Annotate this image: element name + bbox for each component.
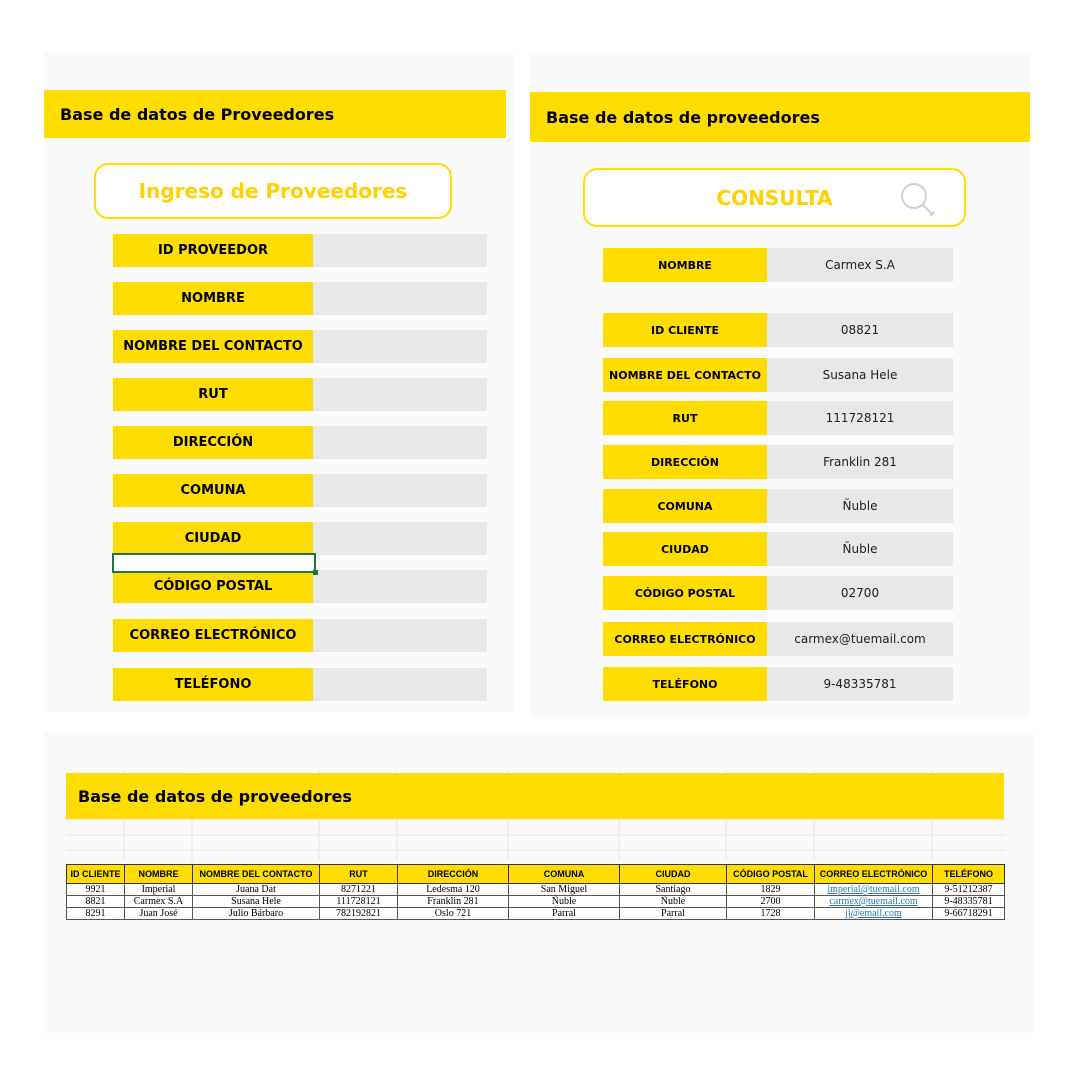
table-header-cell[interactable]: ID CLIENTE (67, 865, 125, 884)
email-link[interactable]: carmex@tuemail.com (815, 896, 933, 908)
consulta-field-label: NOMBRE DEL CONTACTO (603, 358, 767, 392)
ingreso-field-input[interactable] (313, 668, 487, 701)
consulta-field-value[interactable]: 111728121 (767, 401, 953, 435)
consulta-field-value[interactable]: Franklin 281 (767, 445, 953, 479)
table-cell[interactable]: Julio Bárbaro (193, 908, 320, 920)
table-header-cell[interactable]: CORREO ELECTRÓNICO (815, 865, 933, 884)
ingreso-field-input[interactable] (313, 522, 487, 555)
table-cell[interactable]: Ñuble (509, 896, 620, 908)
table-cell[interactable]: 9-66718291 (933, 908, 1005, 920)
consulta-field-value[interactable]: Carmex S.A (767, 248, 953, 282)
ingreso-field-input[interactable] (313, 330, 487, 363)
consulta-field-row (603, 358, 953, 392)
ingreso-field-input[interactable] (313, 426, 487, 459)
ingreso-field-row (113, 330, 487, 363)
tabla-banner (66, 773, 1004, 819)
ingreso-field-label: NOMBRE DEL CONTACTO (113, 330, 313, 363)
consulta-field-row (603, 401, 953, 435)
ingreso-field-label: ID PROVEEDOR (113, 234, 313, 267)
table-cell[interactable]: Imperial (125, 884, 193, 896)
consulta-field-label: CORREO ELECTRÓNICO (603, 622, 767, 656)
ingreso-title: Ingreso de Proveedores (138, 179, 408, 203)
ingreso-field-row (113, 619, 487, 652)
table-header-cell[interactable]: NOMBRE (125, 865, 193, 884)
ingreso-field-row (113, 426, 487, 459)
consulta-field-row (603, 313, 953, 347)
ingreso-banner-title: Base de datos de Proveedores (60, 104, 335, 124)
table-header-cell[interactable]: CÓDIGO POSTAL (727, 865, 815, 884)
selected-cell[interactable] (112, 553, 316, 573)
table-header-cell[interactable]: NOMBRE DEL CONTACTO (193, 865, 320, 884)
ingreso-field-label: CIUDAD (113, 522, 313, 555)
table-cell[interactable]: 2700 (727, 896, 815, 908)
table-cell[interactable]: 111728121 (320, 896, 398, 908)
table-cell[interactable]: 9921 (67, 884, 125, 896)
table-header-cell[interactable]: COMUNA (509, 865, 620, 884)
consulta-field-value[interactable]: Susana Hele (767, 358, 953, 392)
ingreso-field-input[interactable] (313, 474, 487, 507)
table-cell[interactable]: 8291 (67, 908, 125, 920)
ingreso-field-input[interactable] (313, 619, 487, 652)
consulta-field-row (603, 532, 953, 566)
ingreso-field-label: RUT (113, 378, 313, 411)
consulta-banner (530, 92, 1030, 142)
consulta-field-row (603, 622, 953, 656)
consulta-field-value[interactable]: Ñuble (767, 532, 953, 566)
consulta-field-label: TELÉFONO (603, 667, 767, 701)
consulta-field-label: CÓDIGO POSTAL (603, 576, 767, 610)
ingreso-field-label: CORREO ELECTRÓNICO (113, 619, 313, 652)
ingreso-field-input[interactable] (313, 570, 487, 603)
consulta-title-box[interactable] (583, 168, 966, 227)
table-cell[interactable]: Oslo 721 (398, 908, 509, 920)
consulta-title: CONSULTA (716, 185, 833, 210)
ingreso-banner (44, 90, 506, 138)
consulta-field-label: RUT (603, 401, 767, 435)
supplier-table (66, 864, 1005, 920)
consulta-field-value[interactable]: 9-48335781 (767, 667, 953, 701)
table-cell[interactable]: Franklin 281 (398, 896, 509, 908)
ingreso-field-input[interactable] (313, 234, 487, 267)
consulta-field-row (603, 667, 953, 701)
consulta-field-row (603, 489, 953, 523)
table-cell[interactable]: 782192821 (320, 908, 398, 920)
ingreso-field-label: COMUNA (113, 474, 313, 507)
consulta-field-label: ID CLIENTE (603, 313, 767, 347)
table-cell[interactable]: Ledesma 120 (398, 884, 509, 896)
consulta-field-value[interactable]: Ñuble (767, 489, 953, 523)
ingreso-field-row (113, 378, 487, 411)
table-row (67, 908, 1005, 920)
consulta-field-label: CIUDAD (603, 532, 767, 566)
consulta-field-row (603, 445, 953, 479)
table-header-cell[interactable]: RUT (320, 865, 398, 884)
email-link[interactable]: jj@email.com (815, 908, 933, 920)
ingreso-field-input[interactable] (313, 378, 487, 411)
table-cell[interactable]: 9-51212387 (933, 884, 1005, 896)
table-row (67, 884, 1005, 896)
table-row (67, 896, 1005, 908)
search-icon[interactable] (898, 180, 938, 220)
table-header-cell[interactable]: DIRECCIÓN (398, 865, 509, 884)
table-header-cell[interactable]: CIUDAD (620, 865, 727, 884)
table-cell[interactable]: Santiago (620, 884, 727, 896)
table-cell[interactable]: 8821 (67, 896, 125, 908)
ingreso-field-row (113, 474, 487, 507)
consulta-banner-title: Base de datos de proveedores (546, 107, 820, 127)
ingreso-field-row (113, 282, 487, 315)
fill-handle[interactable] (313, 570, 318, 575)
ingreso-field-label: DIRECCIÓN (113, 426, 313, 459)
table-cell[interactable]: Juana Dat (193, 884, 320, 896)
ingreso-field-row (113, 522, 487, 555)
consulta-field-label: COMUNA (603, 489, 767, 523)
table-cell[interactable]: Susana Hele (193, 896, 320, 908)
consulta-field-label: DIRECCIÓN (603, 445, 767, 479)
table-cell[interactable]: 1829 (727, 884, 815, 896)
consulta-field-value[interactable]: carmex@tuemail.com (767, 622, 953, 656)
table-header-cell[interactable]: TELÉFONO (933, 865, 1005, 884)
table-cell[interactable]: Ñuble (620, 896, 727, 908)
ingreso-field-row (113, 234, 487, 267)
table-cell[interactable]: Carmex S.A (125, 896, 193, 908)
email-link[interactable]: imperial@tuemail.com (815, 884, 933, 896)
table-header-row (67, 865, 1005, 884)
ingreso-field-row (113, 668, 487, 701)
ingreso-field-label: TELÉFONO (113, 668, 313, 701)
consulta-field-value[interactable]: 02700 (767, 576, 953, 610)
table-cell[interactable]: San Miguel (509, 884, 620, 896)
consulta-field-row (603, 576, 953, 610)
table-cell[interactable]: 8271221 (320, 884, 398, 896)
ingreso-title-box (94, 163, 452, 219)
tabla-banner-title: Base de datos de proveedores (78, 786, 352, 806)
table-body (67, 884, 1005, 920)
table-cell[interactable]: 9-48335781 (933, 896, 1005, 908)
ingreso-field-input[interactable] (313, 282, 487, 315)
table-cell[interactable]: Juan José (125, 908, 193, 920)
consulta-field-label: NOMBRE (603, 248, 767, 282)
consulta-field-row (603, 248, 953, 282)
consulta-field-value[interactable]: 08821 (767, 313, 953, 347)
ingreso-field-row (113, 570, 487, 603)
table-cell[interactable]: Parral (509, 908, 620, 920)
table-cell[interactable]: 1728 (727, 908, 815, 920)
ingreso-field-label: CÓDIGO POSTAL (113, 570, 313, 603)
ingreso-field-label: NOMBRE (113, 282, 313, 315)
table-cell[interactable]: Parral (620, 908, 727, 920)
